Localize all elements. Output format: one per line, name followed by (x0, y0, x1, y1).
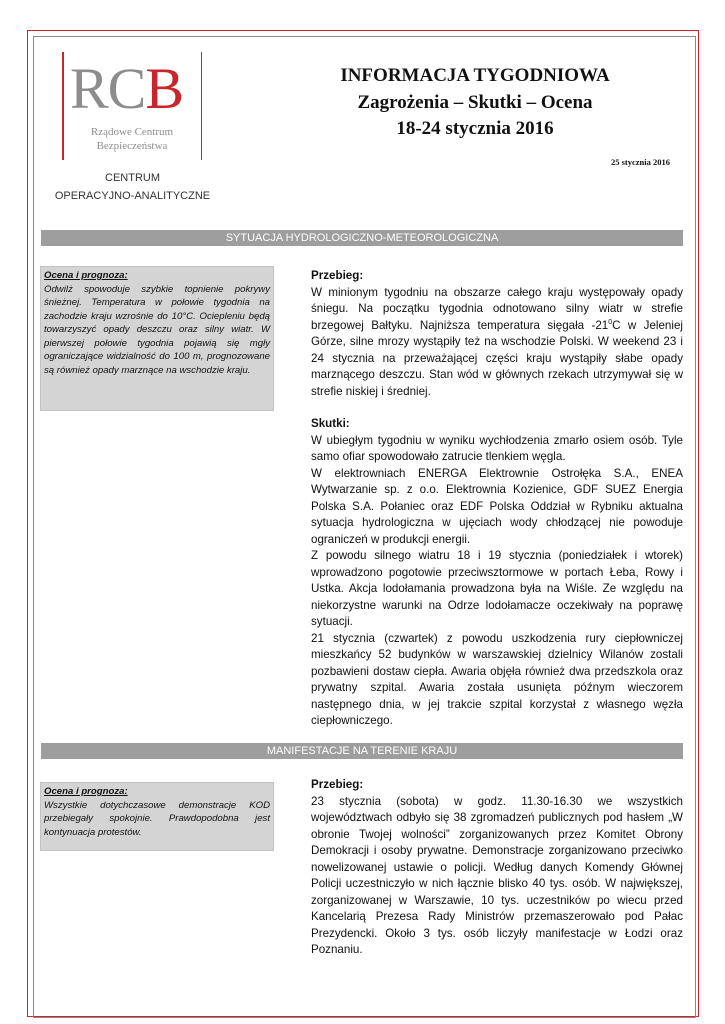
degree-superscript: 0 (608, 318, 613, 326)
doc-title: INFORMACJA TYGODNIOWA (340, 65, 610, 86)
hydro-przebieg-block (311, 268, 683, 400)
manifestations-przebieg-block (311, 777, 683, 959)
logo-letters-rc: RC (70, 56, 146, 121)
assessment-box-manifestations (40, 782, 274, 851)
section-header-manifestations: MANIFESTACJE NA TERENIE KRAJU (41, 743, 683, 759)
logo-subtitle-line2: Bezpieczeństwa (96, 140, 168, 152)
assessment-label: Ocena i prognoza: (44, 270, 128, 281)
rcb-logo (62, 52, 202, 160)
logo-letters-b: B (145, 56, 184, 121)
assessment-label: Ocena i prognoza: (44, 786, 128, 797)
skutki-paragraph: 21 stycznia (czwartek) z powodu uszkodzenia rury ciepłowniczej mieszkańcy 52 budynków w warszawskiej dzielnicy Wilanów zostali pozbawieni dostaw ciepła. Awaria objęła również dwa przedszkola oraz prywatny szpital. Awaria została usunięta późnym wieczorem następnego dnia, w jej trakcie szpital korzystał z własnego węzła ciepłowniczego. (311, 631, 683, 727)
hydro-przebieg-part2: C w Jeleniej Górze, silne mrozy wystąpiły też na wschodzie Polski. W weekend 23 i 24 stycznia na przeważającej części kraju wystąpiły słabe opady marznącego deszczu. Stan wód w głównych rzekach utrzymywał się w strefie niskiej i średniej. (311, 318, 683, 398)
department-line2: OPERACYJNO-ANALITYCZNE (54, 190, 211, 202)
skutki-paragraph: W ubiegłym tygodniu w wyniku wychłodzenia zmarło osiem osób. Tyle samo ofiar spowodowało zatrucie tlenkiem węgla. (311, 433, 683, 463)
assessment-box-hydro (40, 266, 274, 411)
department-line1: CENTRUM (105, 172, 160, 184)
logo-letters (70, 58, 183, 120)
logo-subtitle-line1: Rządowe Centrum (90, 126, 174, 138)
doc-subtitle: Zagrożenia – Skutki – Ocena (357, 92, 593, 113)
issue-date: 25 stycznia 2016 (610, 157, 670, 167)
przebieg-heading: Przebieg: (311, 269, 364, 282)
section-header-hydro-meteo: SYTUACJA HYDROLOGICZNO-METEOROLOGICZNA (41, 230, 683, 246)
przebieg-heading: Przebieg: (311, 778, 364, 791)
manifestations-przebieg-text: 23 stycznia (sobota) w godz. 11.30-16.30 we wszystkich województwach odbyło się 38 zgromadzeń publicznych pod hasłem „W obronie Twojej wolności” zorganizowanych przez Komitet Obrony Demokracji i osoby prywatne. Demonstracje zorganizowano przeciwko nowelizowanej ustawie o policji. Według danych Komendy Głównej Policji uczestniczyło w nich łącznie blisko 40 tys. osób. W największej, zorganizowanej w Warszawie, 10 tys. uczestników po wiecu przed Kancelarią Prezesa Rady Ministrów przemaszerowało pod Pałac Prezydencki. Około 3 tys. osób liczyły manifestacje w Łodzi oraz Poznaniu. (311, 794, 683, 956)
assessment-text: Odwilż spowoduje szybkie topnienie pokrywy śnieżnej. Temperatura w połowie tygodnia na zachodzie kraju wzrośnie do 10°C. Ociepleniu będą towarzyszyć opady deszczu oraz silny wiatr. W pierwszej połowie tygodnia pojawią się mgły ograniczające widzialność do 100 m, prognozowane są również opady marznące na wschodzie kraju. (44, 283, 270, 376)
skutki-heading: Skutki: (311, 417, 350, 430)
skutki-paragraph: W elektrowniach ENERGA Elektrownie Ostrołęka S.A., ENEA Wytwarzanie sp. z o.o. Elektrownia Kozienice, GDF SUEZ Energia Polska S.A. Połaniec oraz EDF Polska Oddział w Rybniku aktualna sytuacja hydrologiczna w ujęciach wody chłodzącej nie powoduje ograniczeń w produkcji energii. (311, 466, 683, 546)
skutki-paragraph: Z powodu silnego wiatru 18 i 19 stycznia (poniedziałek i wtorek) wprowadzono pogotowie przeciwsztormowe w portach Łeba, Rowy i Ustka. Akcja lodołamania prowadzona była na Wiśle. Ze względu na niekorzystne warunki na Odrze lodołamacze oczekiwały na poprawę sytuacji. (311, 549, 683, 628)
doc-date-range: 18-24 stycznia 2016 (396, 118, 554, 139)
hydro-przebieg-part1: W minionym tygodniu na obszarze całego kraju występowały opady śniegu. Na początku tygodnia odnotowano silny wiatr w strefie brzegowej Bałtyku. Najniższa temperatura sięgała -21 (311, 285, 683, 332)
hydro-przebieg-text (311, 285, 683, 401)
assessment-text: Wszystkie dotychczasowe demonstracje KOD przebiegały spokojnie. Prawdopodobna jest kontynuacja protestów. (44, 799, 270, 838)
hydro-skutki-block (311, 416, 683, 730)
